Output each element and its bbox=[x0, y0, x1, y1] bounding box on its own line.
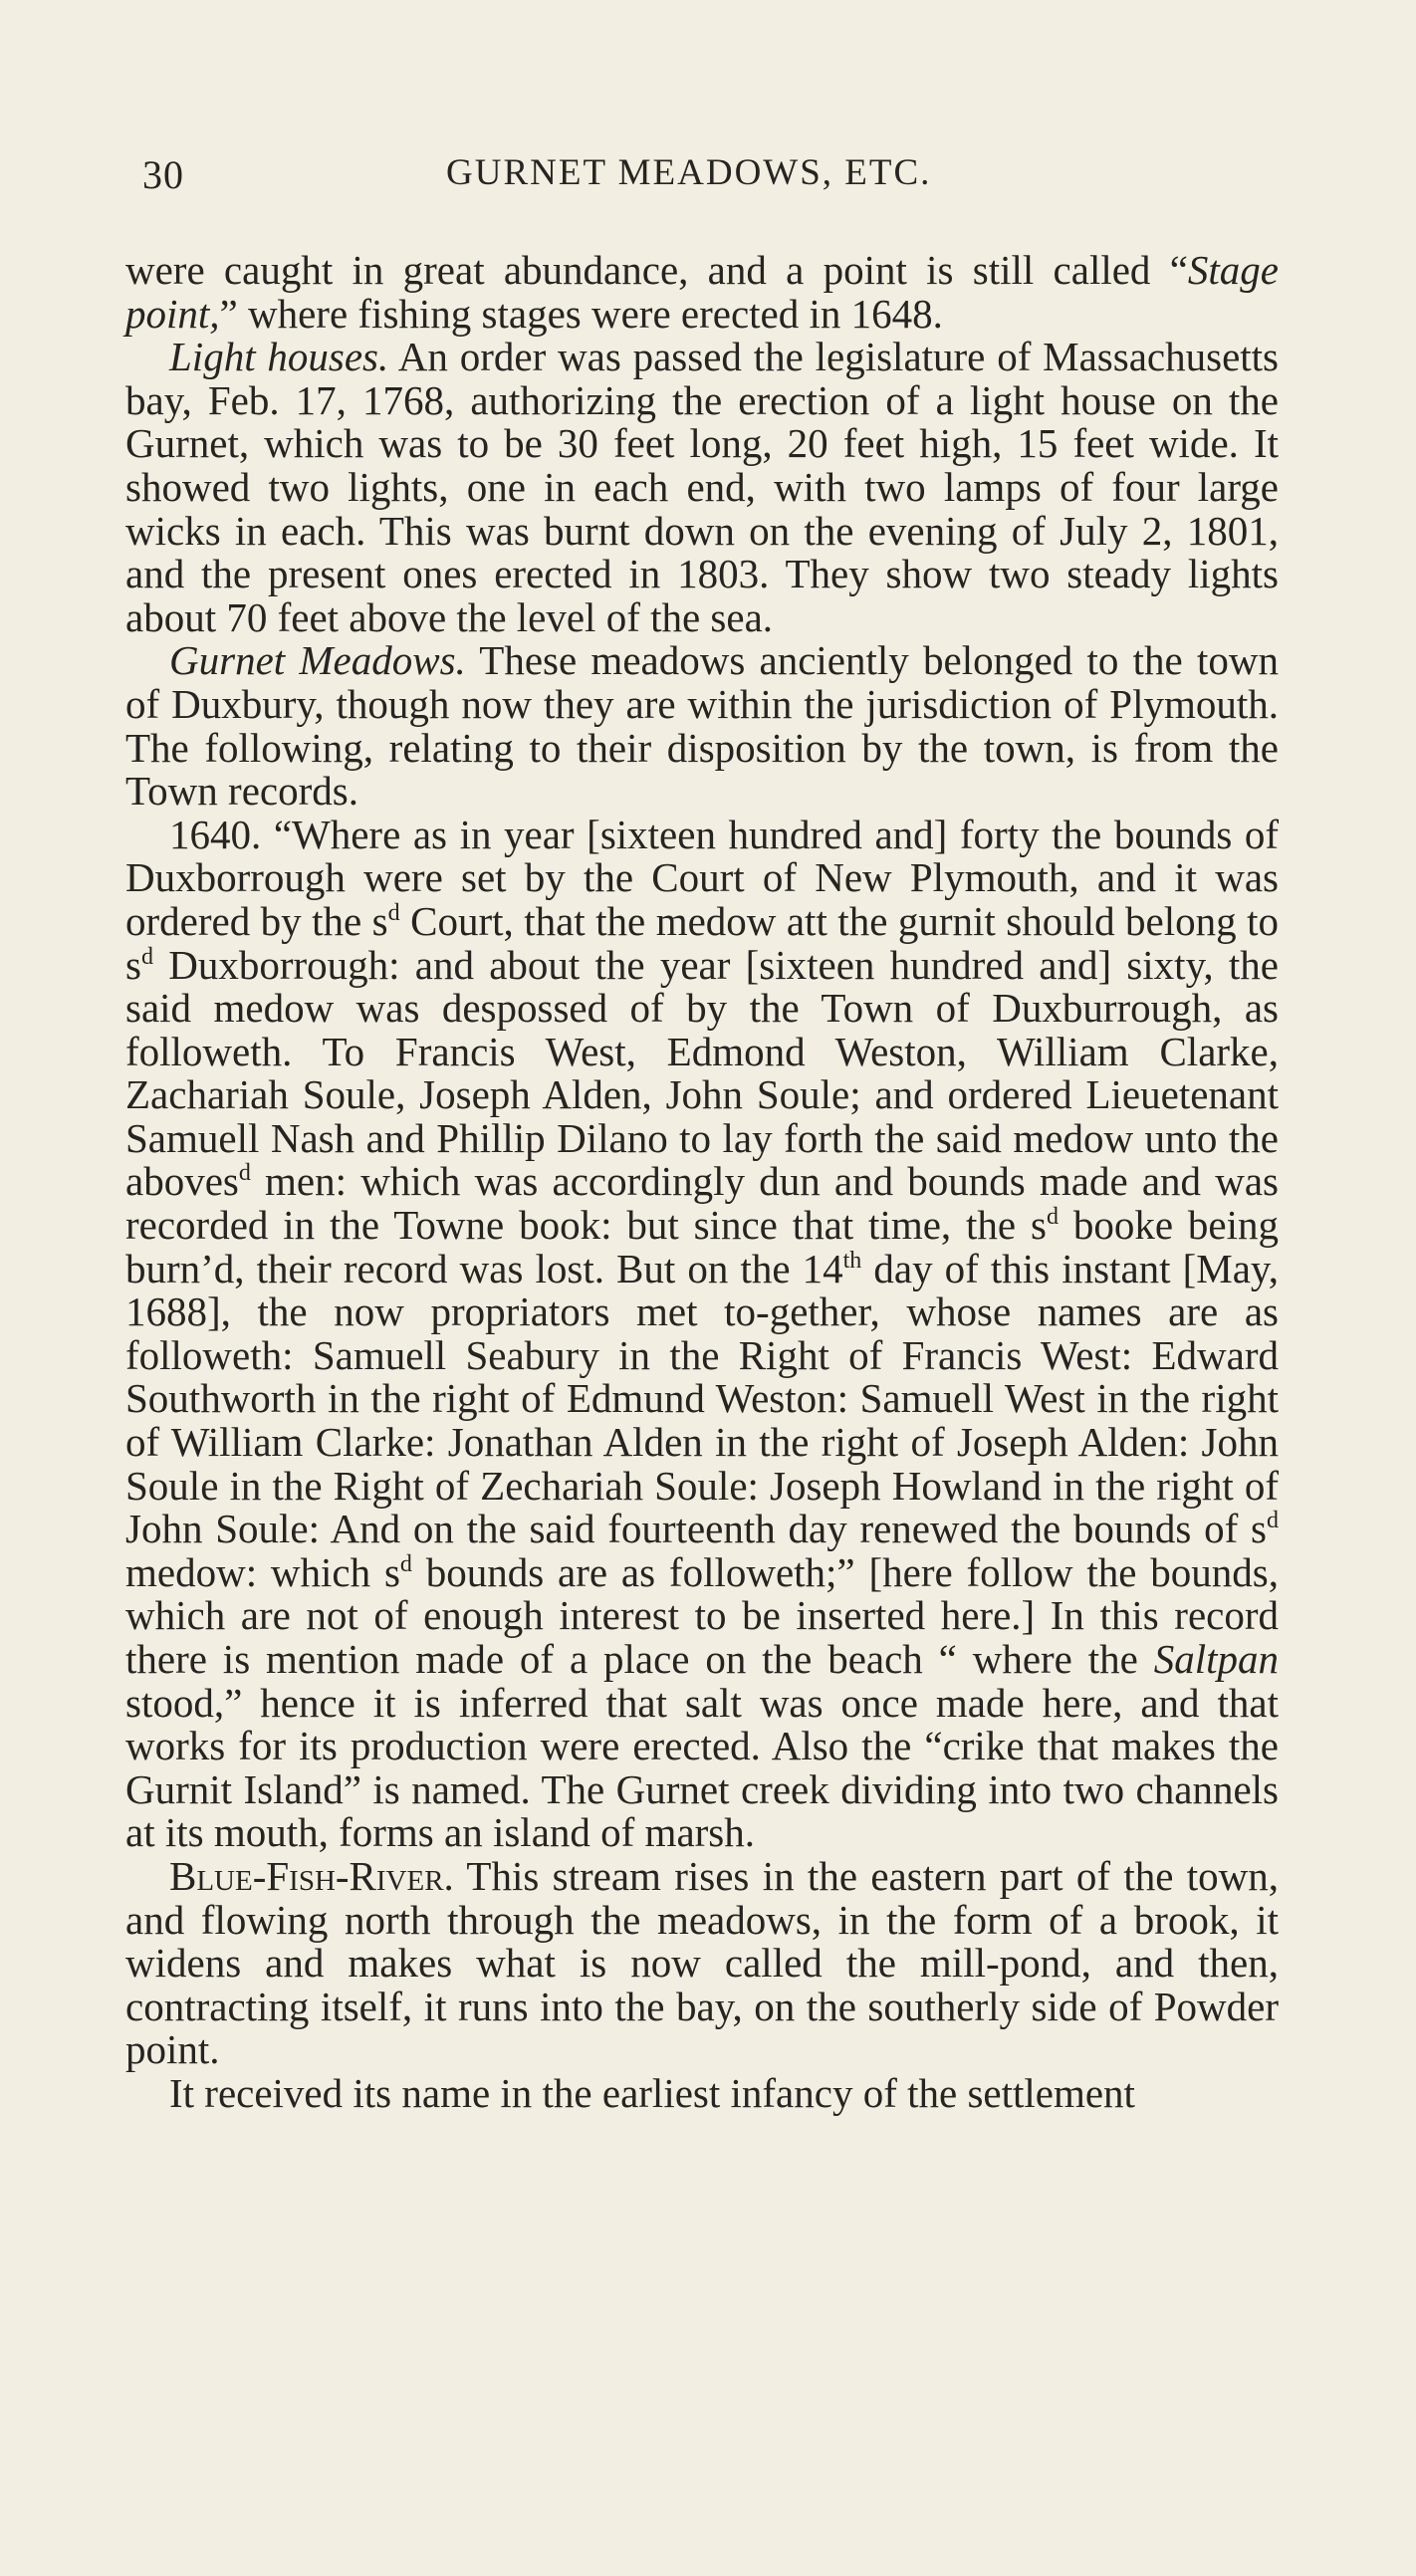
page-number: 30 bbox=[142, 152, 184, 197]
paragraph-blue-fish-river: Blue-Fish-River. This stream rises in the eastern part of the town, and flowing north through the meadows, in the form of a brook, it widens and makes what is now called the mill-pond, and then, contracting itself, it runs into the bay, on the southerly side of Powder point. bbox=[125, 1852, 1279, 2073]
page-header bbox=[142, 151, 1278, 211]
paragraph-light-houses: Light houses. An order was passed the legislature of Massachusetts bay, Feb. 17, 1768, authorizing the erection of a light house on the Gurnet, which was to be 30 feet long, 20 feet high, 15 feet wide. It showed two lights, one in each end, with two lamps of four large wicks in each. This was burnt down on the evening of July 2, 1801, and the present ones erected in 1803. They show two steady lights about 70 feet above the level of the sea. bbox=[125, 334, 1280, 640]
section-heading-blue-fish-river: Blue-Fish-River. bbox=[169, 1852, 454, 1899]
paragraph-town-record-1640: 1640. “Where as in year [sixteen hundred and] forty the bounds of Duxborrough were set by the Court of New Plymouth, and it was ordered by the $s^d$ Court, that the medow att the gurnit should belong to $s^d$ Duxborrough: and about the year [sixteen hundred and] sixty, the said medow was despossed of by the Town of Duxburrough, as followeth. To Francis West, Edmond Weston, William Clarke, Zachariah Soule, Joseph Alden, John Soule; and ordered Lieuetenant Samuell Nash and Phillip Dilano to lay forth the said medow unto the aboves$^d$ men: which was accordingly dun and bounds made and was recorded in the Towne book: but since that time, the $s^d$ booke being burn’d, their record was lost. But on the 14th day of this instant [May, 1688], the now propriators met to-gether, whose names are as followeth: Samuell Seabury in the Right of Francis West: Edward Southworth in the right of Edmund Weston: Samuell West in the right of William Clarke: Jonathan Alden in the right of Joseph Alden: John Soule in the Right of Zechariah Soule: Joseph Howland in the right of John Soule: And on the said fourteenth day renewed the bounds of $s^d$ medow: which $s^d$ bounds are as followeth;” [here follow the bounds, which are not of enough interest to be inserted here.] In this record there is mention made of a place on the beach “ where the Saltpan stood,” hence it is inferred that salt was once made here, and that works for its production were erected. Also the “crike that makes the Gurnit Island” is named. The Gurnet creek dividing into two channels at its mouth, forms an island of marsh. bbox=[125, 811, 1280, 1856]
paragraph-1: were caught in great abundance, and a point is still called “Stage point,” where fishing stages were erected in 1648. bbox=[125, 247, 1279, 337]
paragraph-gurnet-meadows: Gurnet Meadows. These meadows anciently belonged to the town of Duxbury, though now they are within the jurisdiction of Plymouth. The following, relating to their disposition by the town, is from the Town records. bbox=[125, 637, 1279, 815]
section-heading-gurnet-meadows: Gurnet Meadows. bbox=[169, 637, 466, 684]
paragraph-last: It received its name in the earliest infancy of the settlement bbox=[169, 2069, 1135, 2116]
body-text bbox=[125, 249, 1279, 2116]
section-heading-light-houses: Light houses. bbox=[169, 334, 389, 380]
running-title: GURNET MEADOWS, ETC. bbox=[446, 152, 932, 193]
